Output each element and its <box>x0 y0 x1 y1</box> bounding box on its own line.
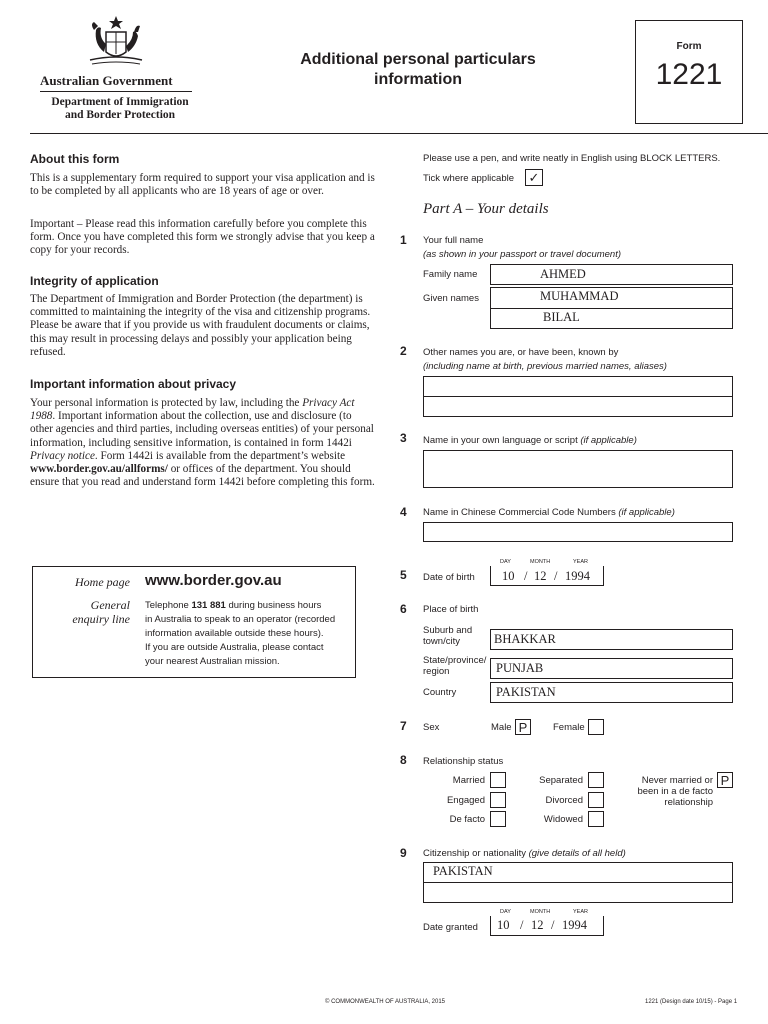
phone-suffix: during business hours <box>225 600 322 611</box>
enquiry-line-1 <box>145 599 355 613</box>
never-married-checkbox[interactable]: P <box>717 772 733 788</box>
enquiry-line-3: information available outside these hours). <box>145 628 324 639</box>
privacy-text-d: or offices of the department. You should ensure that you read and understand form 1442i before completing this form. <box>30 463 375 489</box>
question-6-number: 6 <box>400 602 407 616</box>
granted-day-value: 10 <box>497 918 510 932</box>
tick-example-box: ✓ <box>525 169 543 186</box>
question-4-number: 4 <box>400 505 407 519</box>
privacy-text-a: Your personal information is protected by law, including the <box>30 397 300 409</box>
suburb-label <box>423 625 472 647</box>
tick-instruction: Tick where applicable <box>423 173 514 184</box>
question-8-number: 8 <box>400 753 407 767</box>
widowed-checkbox[interactable] <box>588 811 604 827</box>
granted-month-value: 12 <box>531 918 544 932</box>
country-label: Country <box>423 687 457 698</box>
dob-slash-1: / <box>524 569 528 583</box>
suburb-label-line-1: Suburb and <box>423 625 473 636</box>
defacto-checkbox[interactable] <box>490 811 506 827</box>
divorced-checkbox[interactable] <box>588 792 604 808</box>
state-label-line-1: State/province/ <box>423 655 487 666</box>
divorced-label: Divorced <box>545 795 583 806</box>
form-label: Form <box>676 41 702 52</box>
form-title <box>270 50 566 90</box>
instruction-text: Please use a pen, and write neatly in English using BLOCK LETTERS. <box>423 153 721 164</box>
question-5-number: 5 <box>400 568 407 582</box>
enquiry-label <box>40 598 130 626</box>
citizenship-value: PAKISTAN <box>433 864 493 878</box>
phone-prefix: Telephone <box>145 600 192 611</box>
suburb-label-line-2: town/city <box>423 636 460 647</box>
question-4-label: Name in Chinese Commercial Code Numbers <box>423 507 619 518</box>
granted-slash-1: / <box>520 918 524 932</box>
never-married-line-1: Never married or <box>641 775 713 786</box>
male-checkbox[interactable]: P <box>515 719 531 735</box>
dob-month-caption: MONTH <box>530 559 551 565</box>
about-paragraph-1: This is a supplementary form required to support your visa application and is to be completed by all applicants who are 18 years of age or over. <box>30 172 375 198</box>
granted-day-caption: DAY <box>500 909 511 915</box>
widowed-label: Widowed <box>543 814 583 825</box>
question-2-subtext: (including name at birth, previous married names, aliases) <box>423 361 667 372</box>
department-name <box>40 96 200 122</box>
state-value: PUNJAB <box>496 661 544 675</box>
dob-day-value: 10 <box>502 569 515 583</box>
page-info: 1221 (Design date 10/15) - Page 1 <box>645 999 738 1005</box>
question-3-label: Name in your own language or script <box>423 435 581 446</box>
dob-slash-2: / <box>554 569 558 583</box>
married-label: Married <box>452 775 485 786</box>
engaged-label: Engaged <box>446 795 485 806</box>
question-9-label: Citizenship or nationality <box>423 848 529 859</box>
given-names-label: Given names <box>423 293 479 304</box>
female-label: Female <box>553 722 585 733</box>
home-page-label: Home page <box>75 575 130 589</box>
question-7-text: Sex <box>423 722 440 733</box>
privacy-text-c: . Form 1442i is available from the department’s website <box>94 449 346 462</box>
family-name-field[interactable] <box>490 264 733 285</box>
never-married-line-2: been in a de facto <box>637 786 713 797</box>
question-1-number: 1 <box>400 233 407 247</box>
question-5-text: Date of birth <box>423 572 475 583</box>
privacy-heading: Important information about privacy <box>30 377 237 391</box>
department-line-2: and Border Protection <box>64 109 176 121</box>
enquiry-line-4: If you are outside Australia, please contact <box>145 642 324 653</box>
government-name: Australian Government <box>40 73 173 88</box>
question-3-number: 3 <box>400 431 407 445</box>
header-divider <box>30 133 768 134</box>
family-name-value: AHMED <box>540 267 586 281</box>
female-checkbox[interactable] <box>588 719 604 735</box>
privacy-text-b: . Important information about the collection, use and disclosure (to other agencies and third parties, including overseas entities) of your personal information, including sensitive information, is contained in form 1442i <box>30 410 374 449</box>
own-language-name-field[interactable] <box>423 450 733 488</box>
male-label: Male <box>491 722 512 733</box>
divider <box>40 91 192 92</box>
dob-day-caption: DAY <box>500 559 511 565</box>
privacy-paragraph <box>30 397 375 489</box>
part-a-heading: Part A – Your details <box>423 201 549 217</box>
enquiry-details <box>145 599 355 669</box>
question-3-text <box>423 435 637 446</box>
never-married-line-3: relationship <box>664 797 713 808</box>
engaged-checkbox[interactable] <box>490 792 506 808</box>
dob-month-value: 12 <box>534 569 547 583</box>
chinese-code-field[interactable] <box>423 522 733 542</box>
question-2-text: Other names you are, or have been, known by <box>423 347 619 358</box>
dob-year-caption: YEAR <box>573 559 588 565</box>
question-6-text: Place of birth <box>423 604 479 615</box>
department-line-1: Department of Immigration <box>51 96 189 108</box>
given-name-1-value: MUHAMMAD <box>540 289 619 303</box>
other-names-divider <box>423 396 733 397</box>
question-9-qualifier: (give details of all held) <box>528 848 626 859</box>
form-title-line-1: Additional personal particulars <box>300 51 536 68</box>
question-1-subtext: (as shown in your passport or travel document) <box>423 249 622 260</box>
form-number: 1221 <box>655 58 723 91</box>
copyright-notice: © COMMONWEALTH OF AUSTRALIA, 2015 <box>325 999 445 1005</box>
phone-number[interactable]: 131 881 <box>191 600 226 611</box>
enquiry-line-2: in Australia to speak to an operator (recorded <box>145 614 336 625</box>
enquiry-line-5: your nearest Australian mission. <box>145 656 280 667</box>
question-4-text <box>423 507 675 518</box>
given-name-2-value: BILAL <box>543 310 580 324</box>
enquiry-label-line-1: General <box>90 598 130 612</box>
question-9-number: 9 <box>400 846 407 860</box>
question-2-number: 2 <box>400 344 407 358</box>
integrity-heading: Integrity of application <box>30 274 159 288</box>
never-married-label <box>618 775 713 808</box>
country-value: PAKISTAN <box>496 685 556 699</box>
state-label <box>423 655 486 677</box>
separated-checkbox[interactable] <box>588 772 604 788</box>
privacy-act-ref: Privacy Act 1988 <box>30 397 355 423</box>
citizenship-divider <box>423 882 733 883</box>
defacto-label: De facto <box>449 814 485 825</box>
separated-label: Separated <box>539 775 583 786</box>
form-title-line-2: information <box>374 71 462 88</box>
granted-month-caption: MONTH <box>530 909 551 915</box>
integrity-paragraph: The Department of Immigration and Border Protection (the department) is committed to maintaining the integrity of the visa and citizenship programs. Please be aware that if you provide us with fraudulent documents or claims, this may result in processing delays and possibly your application being refused. <box>30 293 371 358</box>
given-names-divider <box>490 308 733 309</box>
state-label-line-2: region <box>423 666 450 677</box>
enquiry-label-line-2: enquiry line <box>72 612 130 626</box>
allforms-link[interactable]: www.border.gov.au/allforms/ <box>30 463 168 476</box>
question-1-text: Your full name <box>423 235 484 246</box>
family-name-label: Family name <box>423 269 478 280</box>
about-heading: About this form <box>30 152 120 166</box>
privacy-notice-ref: Privacy notice <box>30 449 95 462</box>
question-8-text: Relationship status <box>423 756 504 767</box>
date-granted-label: Date granted <box>423 922 478 933</box>
suburb-value: BHAKKAR <box>494 632 556 646</box>
granted-year-value: 1994 <box>562 918 587 932</box>
question-3-qualifier: (if applicable) <box>580 435 637 446</box>
coat-of-arms-icon <box>76 14 156 72</box>
about-paragraph-2: Important – Please read this information carefully before you complete this form. Once you have completed this form we strongly advise that you keep a copy for your records. <box>30 218 375 257</box>
married-checkbox[interactable] <box>490 772 506 788</box>
question-9-text <box>423 848 626 859</box>
granted-slash-2: / <box>551 918 555 932</box>
granted-year-caption: YEAR <box>573 909 588 915</box>
question-7-number: 7 <box>400 719 407 733</box>
question-4-qualifier: (if applicable) <box>618 507 675 518</box>
dob-year-value: 1994 <box>565 569 590 583</box>
home-page-link[interactable]: www.border.gov.au <box>145 572 282 589</box>
